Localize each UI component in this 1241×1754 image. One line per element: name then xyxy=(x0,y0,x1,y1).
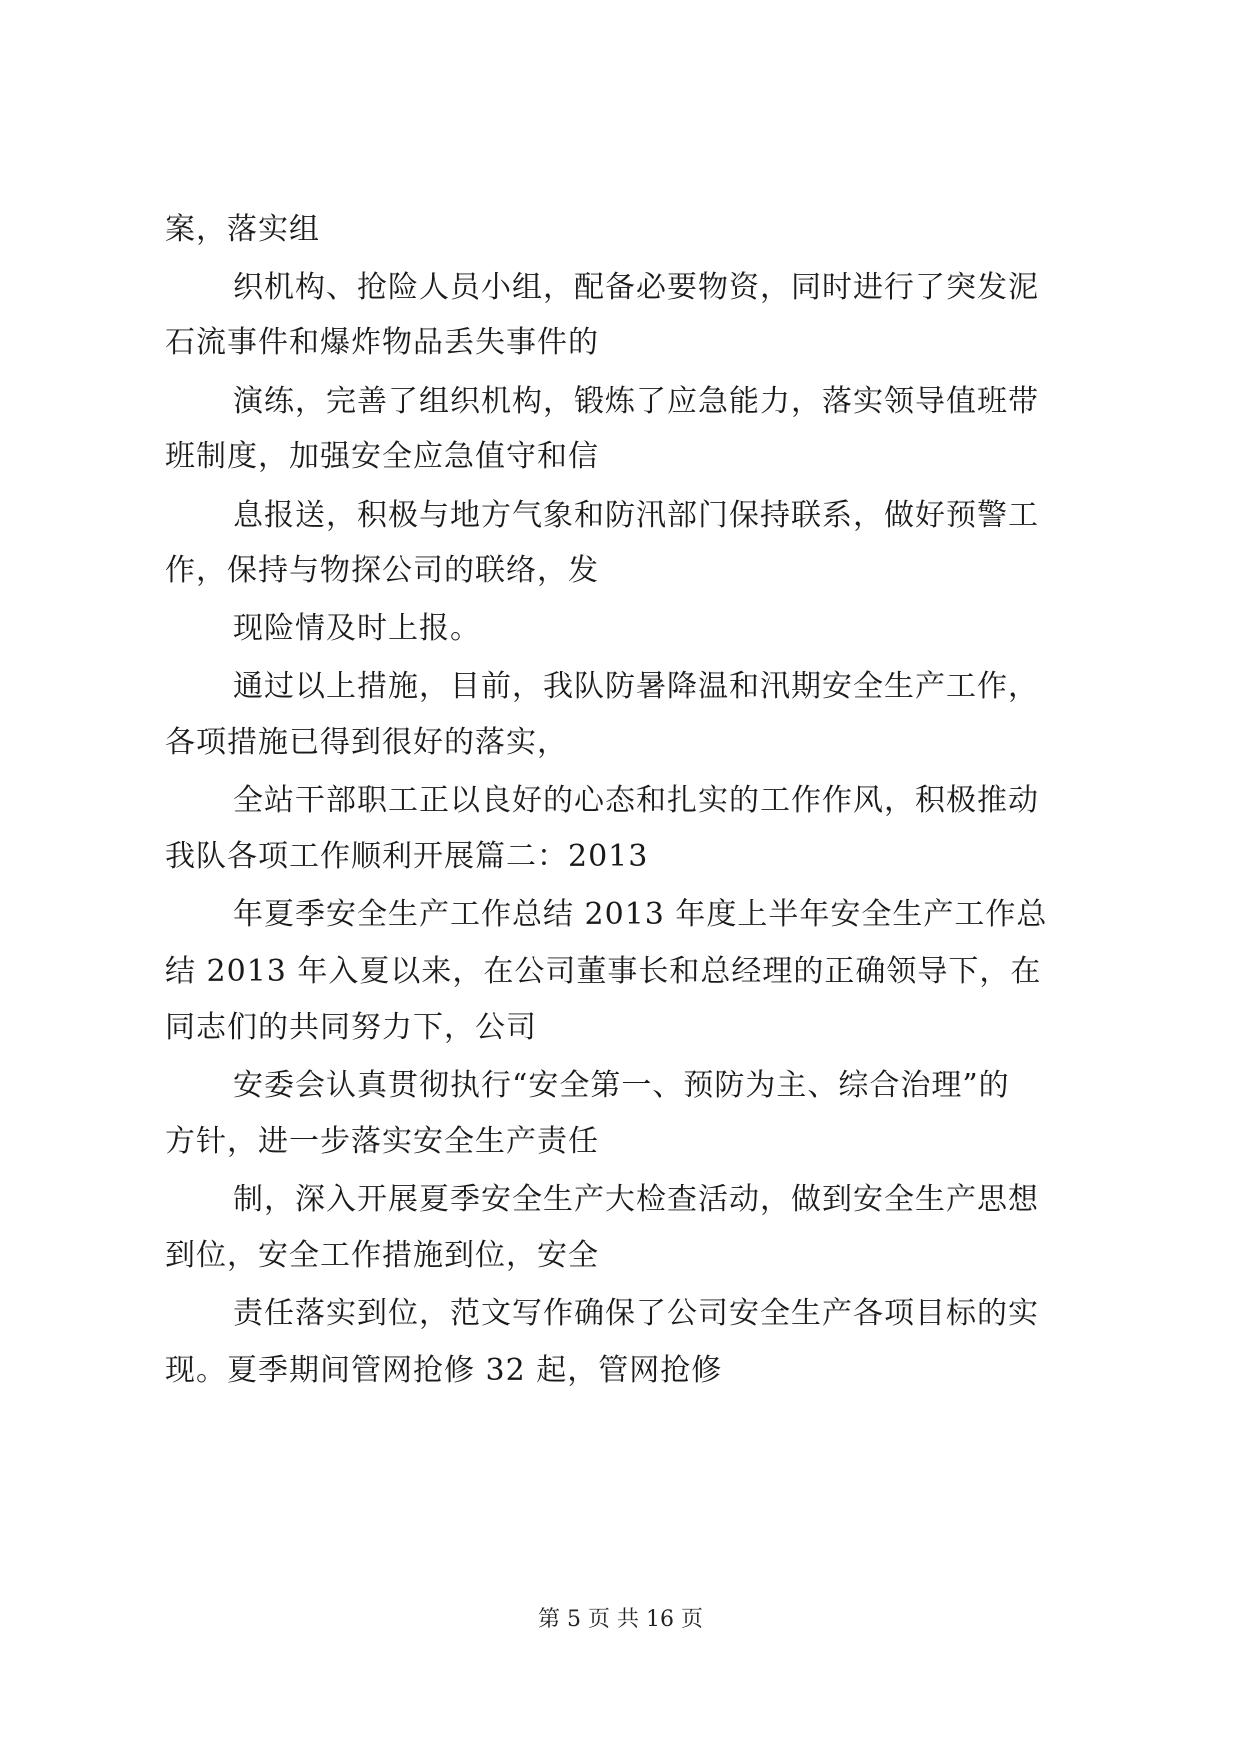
text-line: 责任落实到位，范文写作确保了公司安全生产各项目标的实 xyxy=(233,1296,1039,1331)
text-line: 现。夏季期间管网抢修 32 起，管网抢修 xyxy=(165,1353,723,1388)
text-line: 同志们的共同努力下，公司 xyxy=(165,1010,537,1045)
text-line: 各项措施已得到很好的落实， xyxy=(165,725,568,760)
text-line: 全站干部职工正以良好的心态和扎实的工作作风，积极推动 xyxy=(233,783,1039,818)
text-line: 我队各项工作顺利开展篇二：2013 xyxy=(165,839,649,874)
page-number-footer: 第 5 页 共 16 页 xyxy=(538,1607,703,1632)
text-line: 现险情及时上报。 xyxy=(233,611,481,646)
text-line: 息报送，积极与地方气象和防汛部门保持联系，做好预警工 xyxy=(233,498,1039,533)
text-line: 到位，安全工作措施到位，安全 xyxy=(165,1238,599,1273)
text-line: 安委会认真贯彻执行“安全第一、预防为主、综合治理”的 xyxy=(233,1068,1010,1103)
text-line: 石流事件和爆炸物品丢失事件的 xyxy=(165,325,599,360)
text-line: 班制度，加强安全应急值守和信 xyxy=(165,439,599,474)
text-line: 通过以上措施，目前，我队防暑降温和汛期安全生产工作， xyxy=(233,669,1039,704)
text-line: 演练，完善了组织机构，锻炼了应急能力，落实领导值班带 xyxy=(233,384,1039,419)
text-line: 织机构、抢险人员小组，配备必要物资，同时进行了突发泥 xyxy=(233,270,1039,305)
text-line: 案，落实组 xyxy=(165,212,320,247)
text-line: 结 2013 年入夏以来，在公司董事长和总经理的正确领导下，在 xyxy=(165,954,1042,989)
text-line: 作，保持与物探公司的联络，发 xyxy=(165,553,599,588)
text-line: 年夏季安全生产工作总结 2013 年度上半年安全生产工作总 xyxy=(233,897,1048,932)
text-line: 制，深入开展夏季安全生产大检查活动，做到安全生产思想 xyxy=(233,1182,1039,1217)
text-line: 方针，进一步落实安全生产责任 xyxy=(165,1124,599,1159)
